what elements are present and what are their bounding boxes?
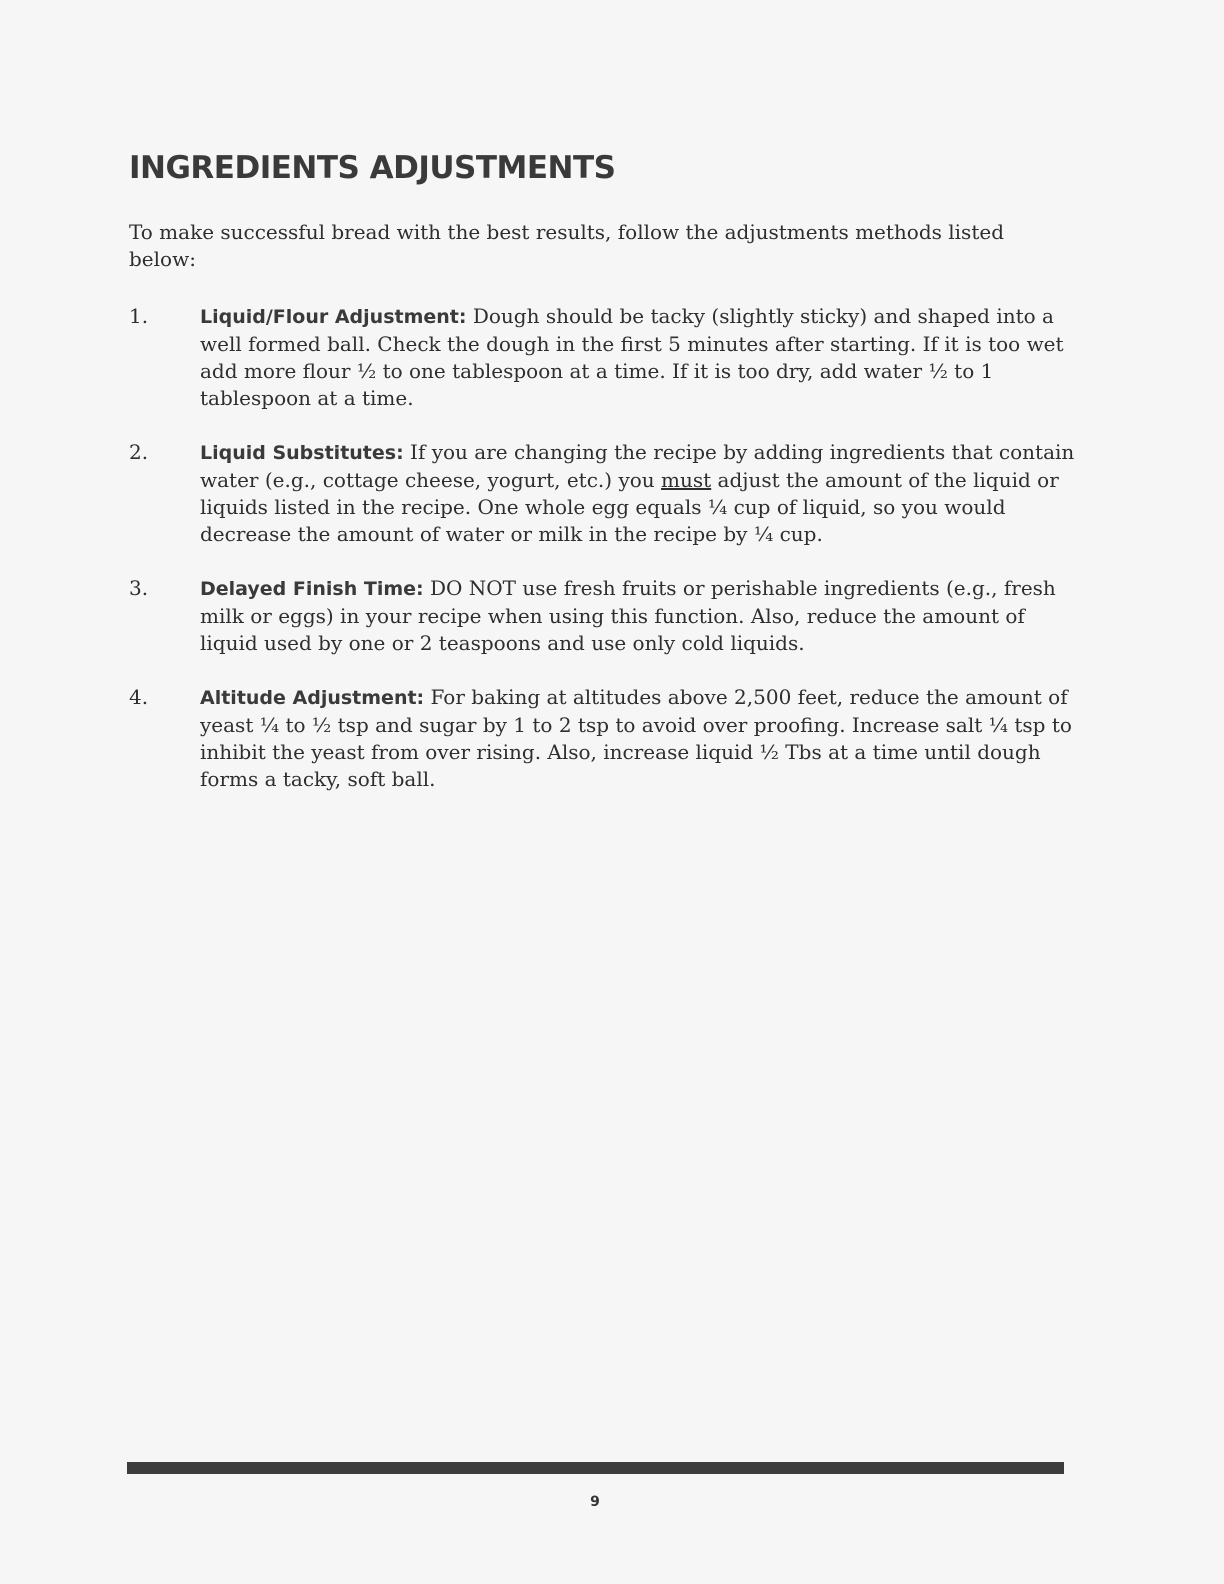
item-number: 4. bbox=[129, 685, 149, 709]
item-number: 3. bbox=[129, 576, 149, 600]
list-item-liquid-substitutes bbox=[129, 439, 1079, 548]
underlined-emphasis: must bbox=[661, 468, 712, 492]
footer-rule bbox=[127, 1462, 1064, 1474]
item-text-part: If you are changing the recipe by adding ingredients that contain water (e.g., cottage cheese, yogurt, etc.) you bbox=[200, 440, 1075, 492]
page-number: 9 bbox=[590, 1494, 600, 1510]
list-item-liquid-flour bbox=[129, 303, 1079, 412]
item-text: Dough should be tacky (slightly sticky) and shaped into a well formed ball. Check the dough in the first 5 minutes after starting. If it is too wet add more flour ½ to one tablespoon at a time. If it is too dry, add water ½ to 1 tablespoon at a time. bbox=[200, 304, 1064, 410]
list-item-delayed-finish bbox=[129, 575, 1079, 657]
intro-paragraph: To make successful bread with the best results, follow the adjustments methods listed below: bbox=[129, 220, 1004, 271]
item-heading: Liquid/Flour Adjustment: bbox=[200, 306, 467, 328]
item-heading: Altitude Adjustment: bbox=[200, 687, 425, 709]
item-heading: Liquid Substitutes: bbox=[200, 442, 404, 464]
item-heading: Delayed Finish Time: bbox=[200, 578, 424, 600]
item-text: DO NOT use fresh fruits or perishable ingredients (e.g., fresh milk or eggs) in your recipe when using this function. Also, reduce the amount of liquid used by one or 2 teaspoons and use only cold liquids. bbox=[200, 576, 1056, 655]
item-text: For baking at altitudes above 2,500 feet, reduce the amount of yeast ¼ to ½ tsp and sugar by 1 to 2 tsp to avoid over proofing. Increase salt ¼ tsp to inhibit the yeast from over rising. Also, increase liquid ½ Tbs at a time until dough forms a tacky, soft ball. bbox=[200, 685, 1072, 791]
item-text-part: adjust the amount of the liquid or liquids listed in the recipe. One whole egg equals ¼ cup of liquid, so you would decrease the amount of water or milk in the recipe by ¼ cup. bbox=[200, 468, 1059, 546]
page-title: INGREDIENTS ADJUSTMENTS bbox=[129, 150, 616, 186]
list-item-altitude bbox=[129, 684, 1079, 793]
item-number: 2. bbox=[129, 440, 149, 464]
adjustments-list bbox=[129, 303, 1079, 820]
item-number: 1. bbox=[129, 304, 149, 328]
